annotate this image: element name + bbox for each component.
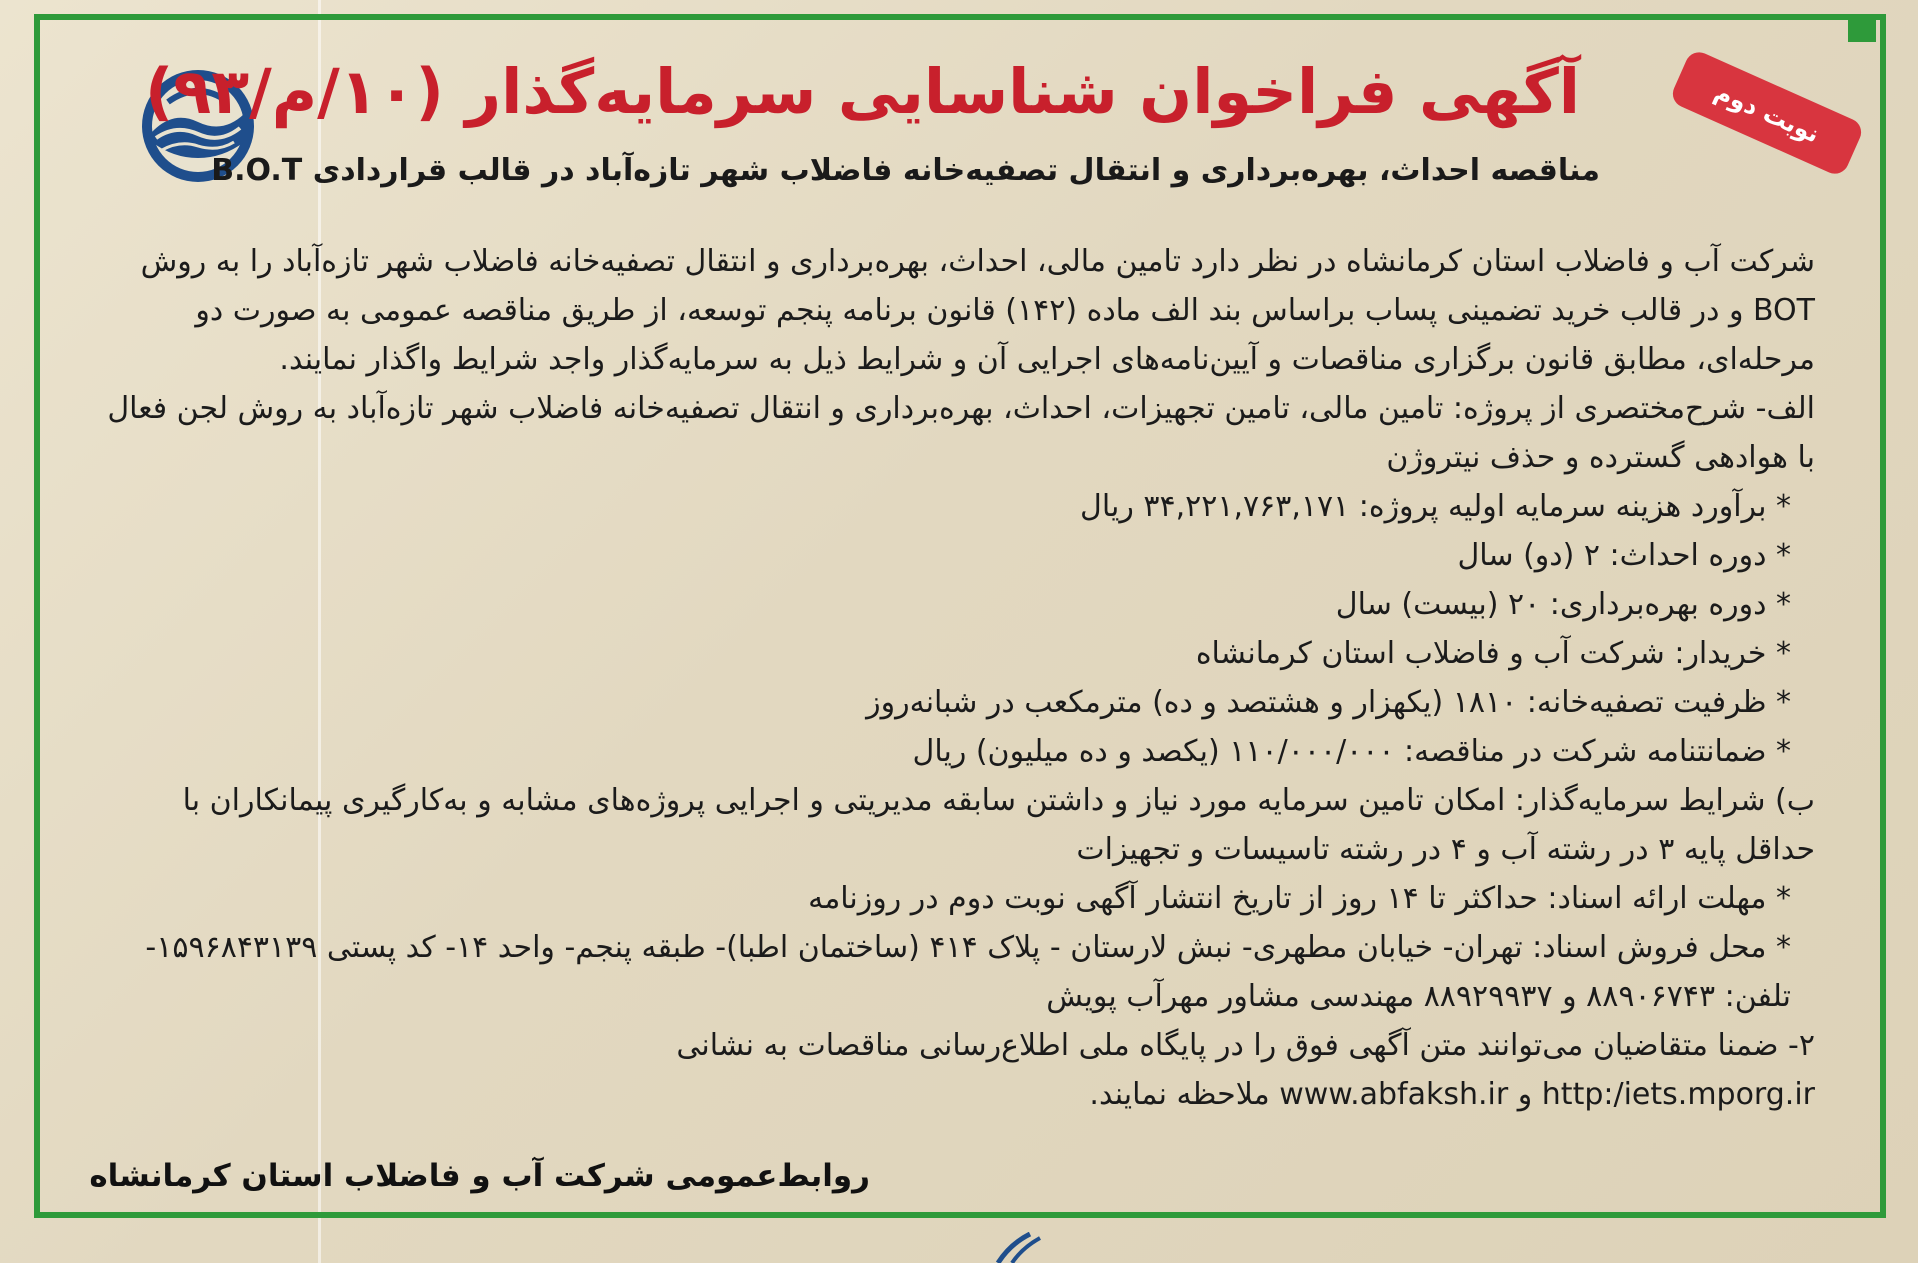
item-operation-period: * دوره بهره‌برداری: ۲۰ (بیست) سال (1335, 587, 1791, 622)
urls-tail-text: ملاحظه نمایند. (1089, 1077, 1270, 1112)
item-investment-cost: * برآورد هزینه سرمایه اولیه پروژه: ۳۴,۲۲۱,۷۶۳,۱۷۱ ریال (1080, 489, 1791, 524)
item-buyer: * خریدار: شرکت آب و فاضلاب استان کرمانشاه (1195, 636, 1791, 671)
item-deadline: * مهلت ارائه اسناد: حداکثر تا ۱۴ روز از تاریخ انتشار آگهی نوبت دوم در روزنامه (808, 881, 1791, 916)
ad-body (105, 237, 1815, 1119)
ad-subtitle: مناقصه احداث، بهره‌برداری و انتقال تصفیه‌خانه فاضلاب شهر تازه‌آباد در قالب قراردادی B.O.T (211, 153, 1600, 188)
pen-stroke-mark (990, 1232, 1050, 1263)
item-bid-guarantee: * ضمانتنامه شرکت در مناقصه: ۱۱۰/۰۰۰/۰۰۰ (یکصد و ده میلیون) ریال (912, 734, 1791, 769)
section-b-paragraph: ب) شرایط سرمایه‌گذار: امکان تامین سرمایه مورد نیاز و داشتن سابقه مدیریتی و اجرایی پروژه‌های مشابه و به‌کارگیری پیمانکاران با حداقل پایه ۳ در رشته آب و ۴ در رشته تاسیسات و تجهیزات (182, 783, 1815, 867)
iets-url-link[interactable]: http:/iets.mporg.ir (1541, 1077, 1815, 1112)
url-joiner: و (1517, 1077, 1533, 1112)
intro-paragraph: شرکت آب و فاضلاب استان کرمانشاه در نظر دارد تامین مالی، احداث، بهره‌برداری و انتقال تصفیه‌خانه فاضلاب شهر تازه‌آباد را به روش BOT و در قالب خرید تضمینی پساب براساس بند الف ماده (۱۴۲) قانون برنامه پنجم توسعه، از طریق مناقصه عمومی به صورت دو مرحله‌ای، مطابق قانون برگزاری مناقصات و آیین‌نامه‌های اجرایی آن و شرایط ذیل به سرمایه‌گذار واجد شرایط واگذار نمایند. (140, 244, 1815, 377)
public-relations-signature: روابط‌عمومی شرکت آب و فاضلاب استان کرمانشاه (89, 1158, 870, 1194)
item-plant-capacity: * ظرفیت تصفیه‌خانه: ۱۸۱۰ (یکهزار و هشتصد و ده) مترمکعب در شبانه‌روز (866, 685, 1791, 720)
section-a-paragraph: الف- شرح‌مختصری از پروژه: تامین مالی، تامین تجهیزات، احداث، بهره‌برداری و انتقال تصفیه‌خانه فاضلاب شهر تازه‌آباد به روش لجن فعال با هوادهی گسترده و حذف نیتروژن (107, 391, 1815, 475)
item-sale-place: * محل فروش اسناد: تهران- خیابان مطهری- نبش لارستان - پلاک ۴۱۴ (ساختمان اطبا)- طبقه پنجم- واحد ۱۴- کد پستی ۱۵۹۶۸۴۳۱۳۹- تلفن: ۸۸۹۰۶۷۴۳ و ۸۸۹۲۹۹۳۷ مهندسی مشاور مهرآب پویش (145, 930, 1791, 1014)
urls-line (105, 1070, 1815, 1119)
ad-title: آگهی فراخوان شناسایی سرمایه‌گذار (۱۰/م/۹۳) (145, 55, 1580, 128)
second-run-badge: نوبت دوم (1668, 48, 1865, 178)
item-construction-period: * دوره احداث: ۲ (دو) سال (1457, 538, 1791, 573)
abfaksh-url-link[interactable]: www.abfaksh.ir (1279, 1077, 1509, 1112)
note-2-paragraph: ۲- ضمنا متقاضیان می‌توانند متن آگهی فوق را در پایگاه ملی اطلاع‌رسانی مناقصات به نشانی (676, 1028, 1815, 1063)
frame-corner-mark (1848, 14, 1876, 42)
